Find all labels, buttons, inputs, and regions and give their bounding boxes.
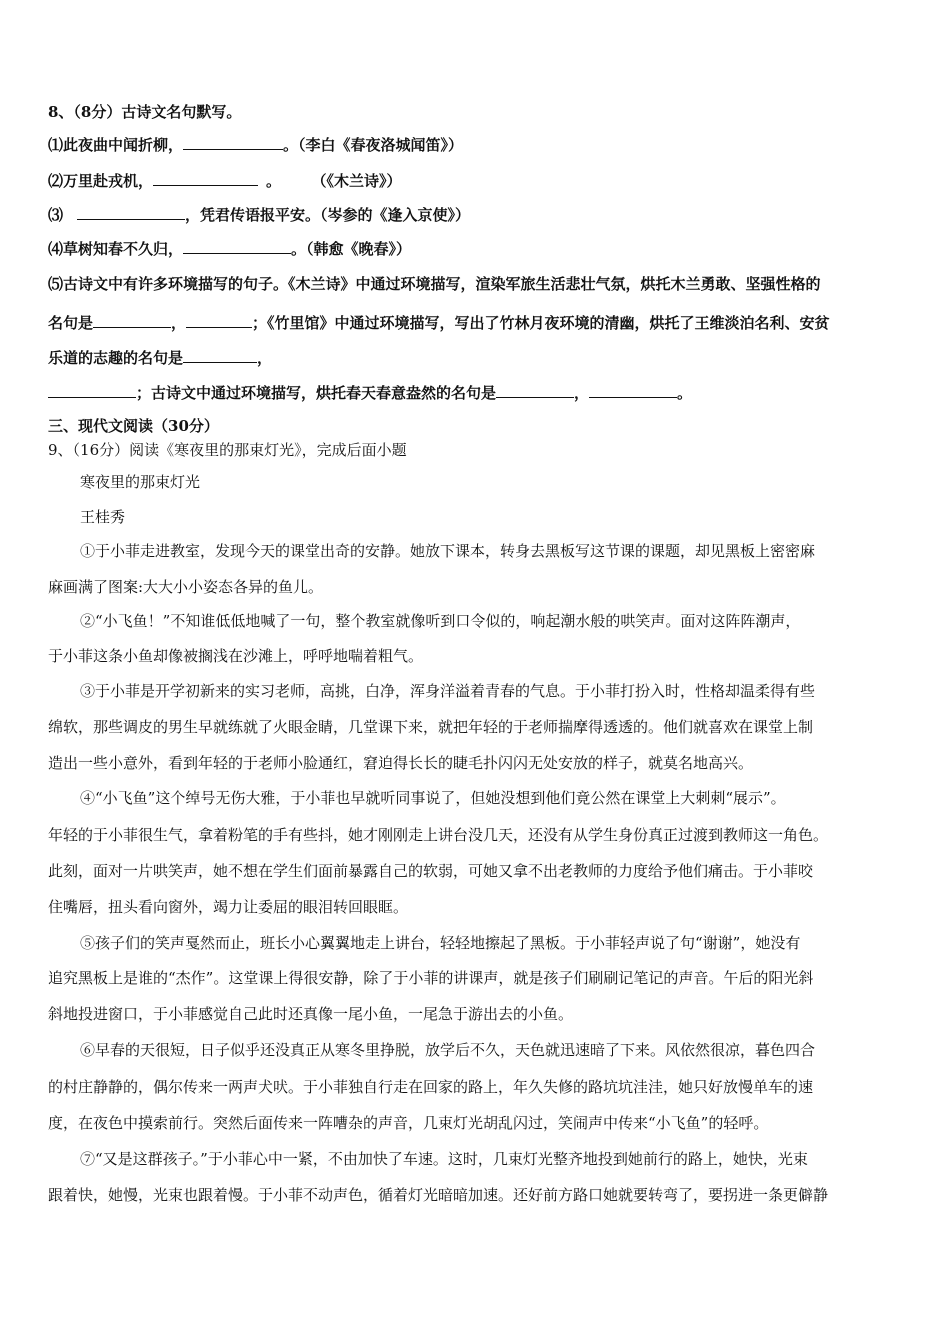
answer-blank[interactable] <box>48 383 136 398</box>
q8-l8-text: ；古诗文中通过环境描写，烘托春天春意盎然的名句是 <box>136 384 497 402</box>
para-1-line-2: 麻画满了图案:大大小小姿态各异的鱼儿。 <box>48 578 324 596</box>
para-4-line-1: ④“小飞鱼”这个绰号无伤大雅，于小菲也早就听同事说了，但她没想到他们竟公然在课堂上大刺刺“展示”。 <box>80 789 786 807</box>
q8-l4-source: 。（韩愈《晚春》） <box>291 240 412 258</box>
q8-l3-text: ，凭君传语报平安。（岑参的《逢入京使》） <box>185 206 471 224</box>
answer-blank[interactable] <box>93 313 171 328</box>
para-2-line-1: ②“小飞鱼！”不知谁低低地喊了一句，整个教室就像听到口令似的，响起潮水般的哄笑声。面对这阵阵潮声， <box>80 612 801 630</box>
q8-l1-text: ⑴此夜曲中闻折柳， <box>48 136 184 154</box>
para-2-line-2: 于小菲这条小鱼却像被搁浅在沙滩上，呼呼地喘着粗气。 <box>48 647 424 665</box>
article-title: 寒夜里的那束灯光 <box>80 473 201 491</box>
para-3-line-3: 造出一些小意外，看到年轻的于老师小脸通红，窘迫得长长的睫毛扑闪闪无处安放的样子，就莫名地高兴。 <box>48 754 754 772</box>
answer-blank[interactable] <box>186 313 252 328</box>
answer-blank[interactable] <box>153 171 258 186</box>
q8-l6-comma: ， <box>171 314 187 332</box>
q8-heading: 8、（8分）古诗文名句默写。 <box>48 103 242 121</box>
para-5-line-2: 追究黑板上是谁的“杰作”。这堂课上得很安静，除了于小菲的讲课声，就是孩子们刷刷记笔记的声音。午后的阳光斜 <box>48 969 814 987</box>
q8-line-3 <box>48 204 908 226</box>
answer-blank[interactable] <box>77 205 185 220</box>
q8-line-2 <box>48 170 908 192</box>
q8-l8-period: 。 <box>677 384 693 402</box>
answer-blank[interactable] <box>183 239 291 254</box>
q8-l6-rest: ；《竹里馆》中通过环境描写，写出了竹林月夜环境的清幽，烘托了王维淡泊名利、安贫 <box>252 314 830 332</box>
answer-blank[interactable] <box>183 135 283 150</box>
para-4-line-2: 年轻的于小菲很生气，拿着粉笔的手有些抖，她才刚刚走上讲台没几天，还没有从学生身份真正过渡到教师这一角色。 <box>48 826 829 844</box>
q8-line-6 <box>48 312 908 334</box>
q8-l7-text: 乐道的志趣的名句是 <box>48 349 184 367</box>
q8-line-4 <box>48 238 908 260</box>
para-6-line-1: ⑥早春的天很短，日子似乎还没真正从寒冬里挣脱，放学后不久，天色就迅速暗了下来。风依然很凉，暮色四合 <box>80 1041 816 1059</box>
q8-l7-comma: ， <box>257 349 273 367</box>
answer-blank[interactable] <box>496 383 574 398</box>
para-3-line-1: ③于小菲是开学初新来的实习老师，高挑，白净，浑身洋溢着青春的气息。于小菲打扮入时，性格却温柔得有些 <box>80 682 816 700</box>
q8-l8-comma: ， <box>574 384 590 402</box>
para-5-line-1: ⑤孩子们的笑声戛然而止，班长小心翼翼地走上讲台，轻轻地擦起了黑板。于小菲轻声说了句“谢谢”，她没有 <box>80 934 801 952</box>
para-4-line-4: 住嘴唇，扭头看向窗外，竭力让委屈的眼泪转回眼眶。 <box>48 898 409 916</box>
para-4-line-3: 此刻，面对一片哄笑声，她不想在学生们面前暴露自己的软弱，可她又拿不出老教师的力度给予他们痛击。于小菲咬 <box>48 862 814 880</box>
q8-line-7 <box>48 347 908 369</box>
q8-l4-text: ⑷草树知春不久归， <box>48 240 184 258</box>
para-7-line-2: 跟着快，她慢，光束也跟着慢。于小菲不动声色，循着灯光暗暗加速。还好前方路口她就要转弯了，要拐进一条更僻静 <box>48 1186 829 1204</box>
para-6-line-2: 的村庄静静的，偶尔传来一两声犬吠。于小菲独自行走在回家的路上，年久失修的路坑坑洼洼，她只好放慢单车的速 <box>48 1078 814 1096</box>
q9-heading: 9、（16分）阅读《寒夜里的那束灯光》，完成后面小题 <box>48 441 407 459</box>
q8-l3-num: ⑶ <box>48 206 64 224</box>
q8-line-8 <box>48 382 908 404</box>
q8-l2-text: ⑵万里赴戎机， <box>48 172 154 190</box>
para-1-line-1: ①于小菲走进教室，发现今天的课堂出奇的安静。她放下课本，转身去黑板写这节课的课题，却见黑板上密密麻 <box>80 542 816 560</box>
para-3-line-2: 绵软，那些调皮的男生早就练就了火眼金睛，几堂课下来，就把年轻的于老师揣摩得透透的。他们就喜欢在课堂上制 <box>48 718 814 736</box>
article-author: 王桂秀 <box>80 508 126 526</box>
para-5-line-3: 斜地投进窗口，于小菲感觉自己此时还真像一尾小鱼，一尾急于游出去的小鱼。 <box>48 1005 574 1023</box>
q8-line-5: ⑸古诗文中有许多环境描写的句子。《木兰诗》中通过环境描写，渲染军旅生活悲壮气氛，烘托木兰勇敢、坚强性格的 <box>48 275 821 293</box>
answer-blank[interactable] <box>589 383 677 398</box>
section-3-heading: 三、现代文阅读（30分） <box>48 417 219 435</box>
q8-l2-period: 。 <box>266 172 282 190</box>
q8-line-1 <box>48 134 908 156</box>
answer-blank[interactable] <box>183 348 257 363</box>
q8-l1-source: 。（李白《春夜洛城闻笛》） <box>283 136 464 154</box>
para-7-line-1: ⑦“又是这群孩子。”于小菲心中一紧，不由加快了车速。这时，几束灯光整齐地投到她前行的路上，她快，光束 <box>80 1150 808 1168</box>
q8-l2-source: （《木兰诗》） <box>319 172 402 190</box>
q8-l6-text: 名句是 <box>48 314 94 332</box>
para-6-line-3: 度，在夜色中摸索前行。突然后面传来一阵嘈杂的声音，几束灯光胡乱闪过，笑闹声中传来“小飞鱼”的轻呼。 <box>48 1114 769 1132</box>
